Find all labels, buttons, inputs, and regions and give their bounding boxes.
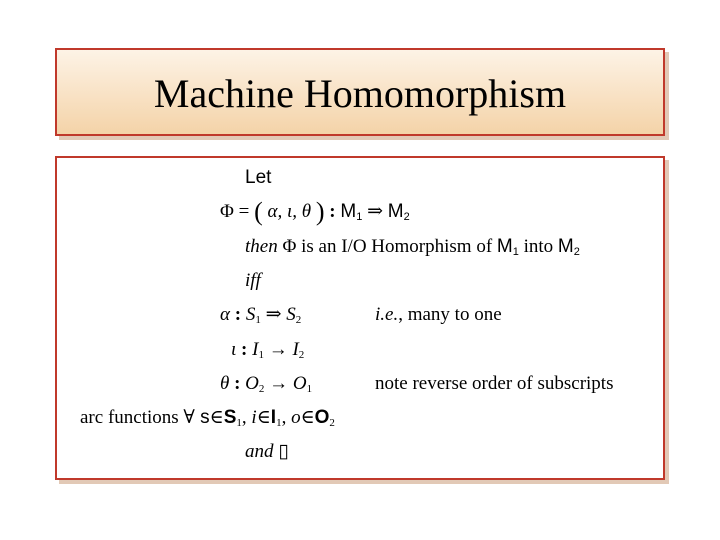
- input-variable: i: [251, 407, 257, 428]
- reverse-order-note: note reverse order of subscripts: [375, 373, 614, 394]
- implies-arrow: ⇒: [362, 201, 388, 222]
- state-set-subscript: 1: [236, 417, 242, 429]
- let-line: [245, 166, 271, 190]
- state-set-s1: S: [245, 304, 256, 325]
- input-set-i2-subscript: 2: [298, 349, 305, 361]
- forall-symbol: ∀: [183, 407, 195, 428]
- machine-m2: M: [387, 201, 404, 222]
- state-set: S: [223, 407, 237, 428]
- machine-m1-subscript: 1: [512, 246, 519, 258]
- output-set: O: [314, 407, 330, 428]
- input-set-i1: I: [252, 339, 259, 360]
- comma: ,: [281, 407, 292, 428]
- ie-abbreviation: i.e.: [375, 304, 399, 325]
- right-paren: ): [315, 197, 325, 226]
- iff-line: [245, 269, 261, 293]
- state-set-s1-subscript: 1: [255, 314, 261, 326]
- input-set: I: [270, 407, 277, 428]
- arc-functions-text: arc functions: [80, 407, 184, 428]
- output-variable: o: [291, 407, 301, 428]
- phi-arguments: α, ι, θ: [262, 201, 316, 222]
- machine-m1: M: [340, 201, 357, 222]
- slide-title: Machine Homomorphism: [153, 71, 567, 116]
- output-set-o1-subscript: 1: [306, 383, 313, 395]
- colon: :: [229, 373, 246, 394]
- title-box: [55, 48, 665, 136]
- machine-m2: M: [557, 236, 574, 257]
- iota-line: [231, 338, 304, 367]
- input-set-i2: I: [292, 339, 299, 360]
- machine-m1-subscript: 1: [356, 211, 363, 223]
- element-of: ∈: [209, 407, 224, 428]
- machine-m1: M: [496, 236, 513, 257]
- arc-functions-line: [80, 406, 335, 435]
- element-of: ∈: [300, 407, 315, 428]
- phi-symbol: Φ: [220, 201, 234, 222]
- alpha-symbol: α: [220, 304, 230, 325]
- theta-symbol: θ: [220, 373, 230, 394]
- theta-note: [375, 372, 613, 396]
- homorphism-text: is an I/O Homorphism of: [296, 236, 497, 257]
- let-word: Let: [245, 167, 272, 188]
- content-box: [55, 156, 665, 480]
- iota-symbol: ι: [231, 339, 237, 360]
- and-line: [245, 440, 289, 464]
- left-paren: (: [254, 197, 263, 226]
- right-arrow: →: [264, 373, 293, 394]
- phi-symbol: Φ: [282, 236, 297, 257]
- implies-arrow: ⇒: [260, 304, 287, 325]
- input-set-i1-subscript: 1: [258, 349, 264, 361]
- state-set-s2-subscript: 2: [295, 314, 302, 326]
- element-of: ∈: [256, 407, 271, 428]
- iff-word: iff: [245, 270, 261, 291]
- theta-line: [220, 372, 312, 401]
- into-word: into: [518, 236, 558, 257]
- output-set-subscript: 2: [329, 417, 335, 429]
- alpha-line: [220, 303, 301, 332]
- and-word: and: [245, 441, 274, 462]
- alpha-note: [375, 303, 502, 327]
- many-to-one-text: , many to one: [398, 304, 502, 325]
- phi-definition-line: [220, 197, 410, 229]
- input-set-subscript: 1: [276, 417, 282, 429]
- right-arrow: →: [263, 339, 293, 360]
- output-set-o2-subscript: 2: [258, 383, 265, 395]
- state-set-s2: S: [286, 304, 296, 325]
- then-line: [245, 235, 580, 264]
- colon: :: [236, 339, 253, 360]
- missing-glyph: ▯: [273, 441, 289, 462]
- output-set-o2: O: [245, 373, 259, 394]
- machine-m2-subscript: 2: [403, 211, 410, 223]
- equals-sign: =: [233, 201, 255, 222]
- output-set-o1: O: [292, 373, 307, 394]
- state-variable: s: [194, 407, 210, 428]
- colon: :: [324, 201, 341, 222]
- comma: ,: [241, 407, 252, 428]
- then-word: then: [245, 236, 283, 257]
- machine-m2-subscript: 2: [573, 246, 580, 258]
- colon: :: [229, 304, 246, 325]
